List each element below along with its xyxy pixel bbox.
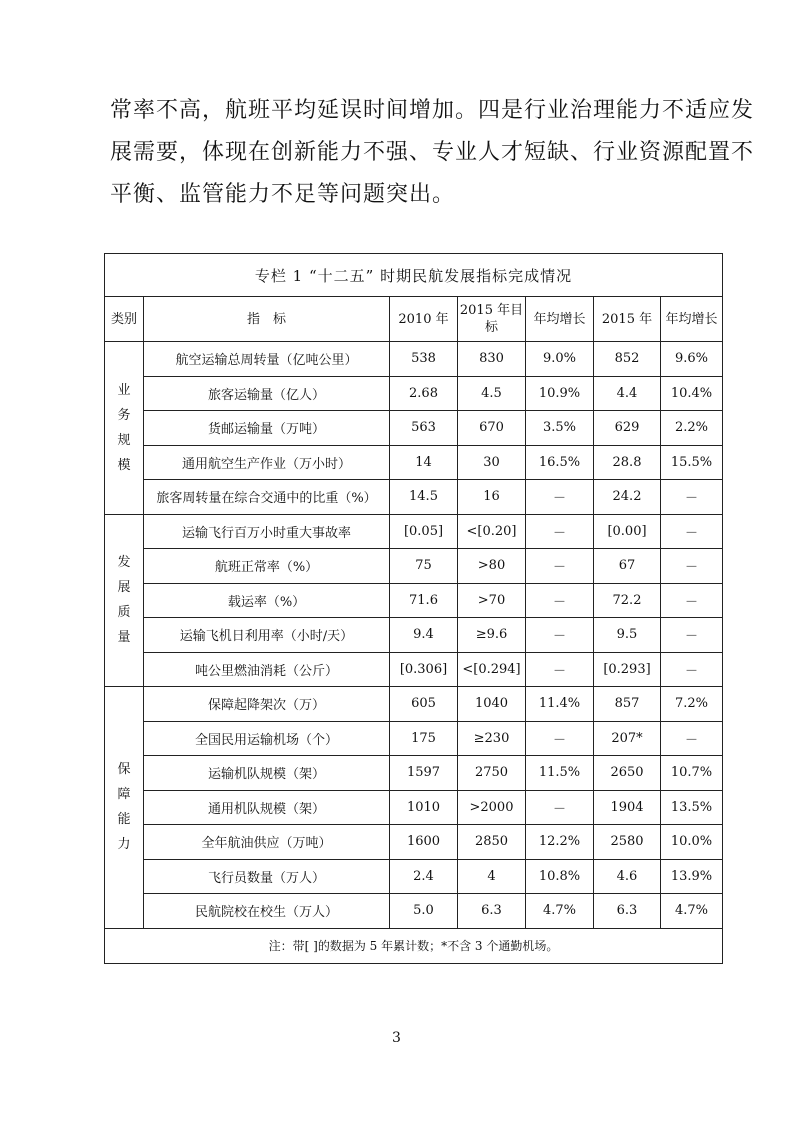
table-row (105, 445, 723, 480)
target-2015-cell: 4 (458, 859, 526, 894)
indicator-cell: 旅客运输量（亿人） (144, 376, 390, 411)
value-2015-cell: 629 (594, 411, 661, 446)
paragraph-line: 平衡、监管能力不足等问题突出。 (110, 182, 456, 207)
table-row (105, 825, 723, 860)
table-row (105, 894, 723, 929)
value-2010-cell: 175 (390, 721, 458, 756)
indicator-cell: 飞行员数量（万人） (144, 859, 390, 894)
growth-target-cell: 12.2% (526, 825, 594, 860)
value-2015-cell: 2650 (594, 756, 661, 791)
target-2015-cell: 2850 (458, 825, 526, 860)
table-row (105, 790, 723, 825)
growth-target-cell: － (526, 549, 594, 584)
header-growth-actual: 年均增长 (661, 297, 723, 342)
value-2010-cell: 563 (390, 411, 458, 446)
table-row (105, 549, 723, 584)
target-2015-cell: ≥9.6 (458, 618, 526, 653)
value-2015-cell: 857 (594, 687, 661, 722)
category-cell: 发 展 质 量 (105, 514, 144, 687)
page-number: 3 (392, 1030, 401, 1046)
indicator-cell: 全国民用运输机场（个） (144, 721, 390, 756)
value-2010-cell: 71.6 (390, 583, 458, 618)
indicator-cell: 运输机队规模（架） (144, 756, 390, 791)
value-2015-cell: 852 (594, 342, 661, 377)
growth-target-cell: 9.0% (526, 342, 594, 377)
header-2015: 2015 年 (594, 297, 661, 342)
target-2015-cell: 6.3 (458, 894, 526, 929)
growth-actual-cell: 13.5% (661, 790, 723, 825)
growth-actual-cell: 10.7% (661, 756, 723, 791)
indicator-cell: 保障起降架次（万） (144, 687, 390, 722)
growth-target-cell: － (526, 721, 594, 756)
value-2015-cell: 4.4 (594, 376, 661, 411)
table-row (105, 859, 723, 894)
growth-target-cell: － (526, 618, 594, 653)
value-2010-cell: 1010 (390, 790, 458, 825)
value-2010-cell: 5.0 (390, 894, 458, 929)
table-row (105, 618, 723, 653)
header-growth-target: 年均增长 (526, 297, 594, 342)
value-2015-cell: [0.293] (594, 652, 661, 687)
indicator-cell: 运输飞机日利用率（小时/天） (144, 618, 390, 653)
value-2015-cell: 9.5 (594, 618, 661, 653)
growth-actual-cell: 13.9% (661, 859, 723, 894)
table-caption: 专栏 1 “十二五” 时期民航发展指标完成情况 (105, 254, 723, 297)
growth-actual-cell: － (661, 618, 723, 653)
indicator-cell: 通用航空生产作业（万小时） (144, 445, 390, 480)
value-2010-cell: 9.4 (390, 618, 458, 653)
note-row (105, 928, 723, 963)
target-2015-cell: <[0.20] (458, 514, 526, 549)
growth-target-cell: － (526, 790, 594, 825)
growth-actual-cell: － (661, 480, 723, 515)
target-2015-cell: 4.5 (458, 376, 526, 411)
growth-target-cell: 10.9% (526, 376, 594, 411)
value-2010-cell: 1600 (390, 825, 458, 860)
table-row (105, 721, 723, 756)
table-row (105, 376, 723, 411)
value-2015-cell: 4.6 (594, 859, 661, 894)
table-row (105, 411, 723, 446)
indicator-cell: 货邮运输量（万吨） (144, 411, 390, 446)
value-2010-cell: [0.05] (390, 514, 458, 549)
value-2015-cell: 24.2 (594, 480, 661, 515)
target-2015-cell: >70 (458, 583, 526, 618)
value-2015-cell: 72.2 (594, 583, 661, 618)
indicator-cell: 航班正常率（%） (144, 549, 390, 584)
indicator-table (104, 253, 723, 964)
growth-target-cell: 16.5% (526, 445, 594, 480)
value-2010-cell: 14.5 (390, 480, 458, 515)
growth-actual-cell: － (661, 583, 723, 618)
header-2010: 2010 年 (390, 297, 458, 342)
value-2010-cell: 14 (390, 445, 458, 480)
table-row (105, 652, 723, 687)
growth-target-cell: － (526, 652, 594, 687)
value-2015-cell: [0.00] (594, 514, 661, 549)
growth-actual-cell: － (661, 514, 723, 549)
growth-target-cell: 10.8% (526, 859, 594, 894)
growth-target-cell: － (526, 480, 594, 515)
table-row (105, 583, 723, 618)
value-2010-cell: [0.306] (390, 652, 458, 687)
target-2015-cell: ≥230 (458, 721, 526, 756)
table-row (105, 342, 723, 377)
target-2015-cell: 2750 (458, 756, 526, 791)
value-2015-cell: 2580 (594, 825, 661, 860)
value-2010-cell: 538 (390, 342, 458, 377)
growth-actual-cell: － (661, 721, 723, 756)
target-2015-cell: >2000 (458, 790, 526, 825)
table-note: 注：带[ ]的数据为 5 年累计数；*不含 3 个通勤机场。 (105, 928, 723, 963)
growth-actual-cell: 2.2% (661, 411, 723, 446)
target-2015-cell: 30 (458, 445, 526, 480)
value-2015-cell: 6.3 (594, 894, 661, 929)
table-row (105, 756, 723, 791)
header-2015-target: 2015 年目标 (458, 297, 526, 342)
value-2010-cell: 1597 (390, 756, 458, 791)
value-2010-cell: 2.4 (390, 859, 458, 894)
body-paragraph (110, 90, 755, 216)
target-2015-cell: 1040 (458, 687, 526, 722)
growth-target-cell: 11.4% (526, 687, 594, 722)
growth-actual-cell: 4.7% (661, 894, 723, 929)
target-2015-cell: 670 (458, 411, 526, 446)
indicator-cell: 吨公里燃油消耗（公斤） (144, 652, 390, 687)
indicator-cell: 航空运输总周转量（亿吨公里） (144, 342, 390, 377)
growth-actual-cell: 10.4% (661, 376, 723, 411)
indicator-cell: 运输飞行百万小时重大事故率 (144, 514, 390, 549)
indicator-cell: 民航院校在校生（万人） (144, 894, 390, 929)
growth-target-cell: 11.5% (526, 756, 594, 791)
growth-actual-cell: － (661, 652, 723, 687)
indicator-cell: 全年航油供应（万吨） (144, 825, 390, 860)
target-2015-cell: <[0.294] (458, 652, 526, 687)
growth-actual-cell: 15.5% (661, 445, 723, 480)
table-row (105, 480, 723, 515)
growth-actual-cell: 9.6% (661, 342, 723, 377)
table-row (105, 687, 723, 722)
indicator-cell: 旅客周转量在综合交通中的比重（%） (144, 480, 390, 515)
indicator-cell: 载运率（%） (144, 583, 390, 618)
value-2015-cell: 28.8 (594, 445, 661, 480)
target-2015-cell: >80 (458, 549, 526, 584)
target-2015-cell: 16 (458, 480, 526, 515)
category-cell: 保 障 能 力 (105, 687, 144, 929)
table-row (105, 514, 723, 549)
value-2010-cell: 605 (390, 687, 458, 722)
header-indicator: 指 标 (144, 297, 390, 342)
growth-actual-cell: － (661, 549, 723, 584)
growth-actual-cell: 10.0% (661, 825, 723, 860)
value-2015-cell: 1904 (594, 790, 661, 825)
growth-target-cell: － (526, 514, 594, 549)
header-category: 类别 (105, 297, 144, 342)
paragraph-line: 常率不高，航班平均延误时间增加。四是行业治理能力不适应发 (110, 98, 755, 123)
value-2010-cell: 75 (390, 549, 458, 584)
growth-target-cell: － (526, 583, 594, 618)
value-2015-cell: 207* (594, 721, 661, 756)
target-2015-cell: 830 (458, 342, 526, 377)
growth-target-cell: 3.5% (526, 411, 594, 446)
value-2010-cell: 2.68 (390, 376, 458, 411)
category-cell: 业 务 规 模 (105, 342, 144, 515)
value-2015-cell: 67 (594, 549, 661, 584)
growth-target-cell: 4.7% (526, 894, 594, 929)
growth-actual-cell: 7.2% (661, 687, 723, 722)
indicator-cell: 通用机队规模（架） (144, 790, 390, 825)
paragraph-line: 展需要，体现在创新能力不强、专业人才短缺、行业资源配置不 (110, 140, 755, 165)
